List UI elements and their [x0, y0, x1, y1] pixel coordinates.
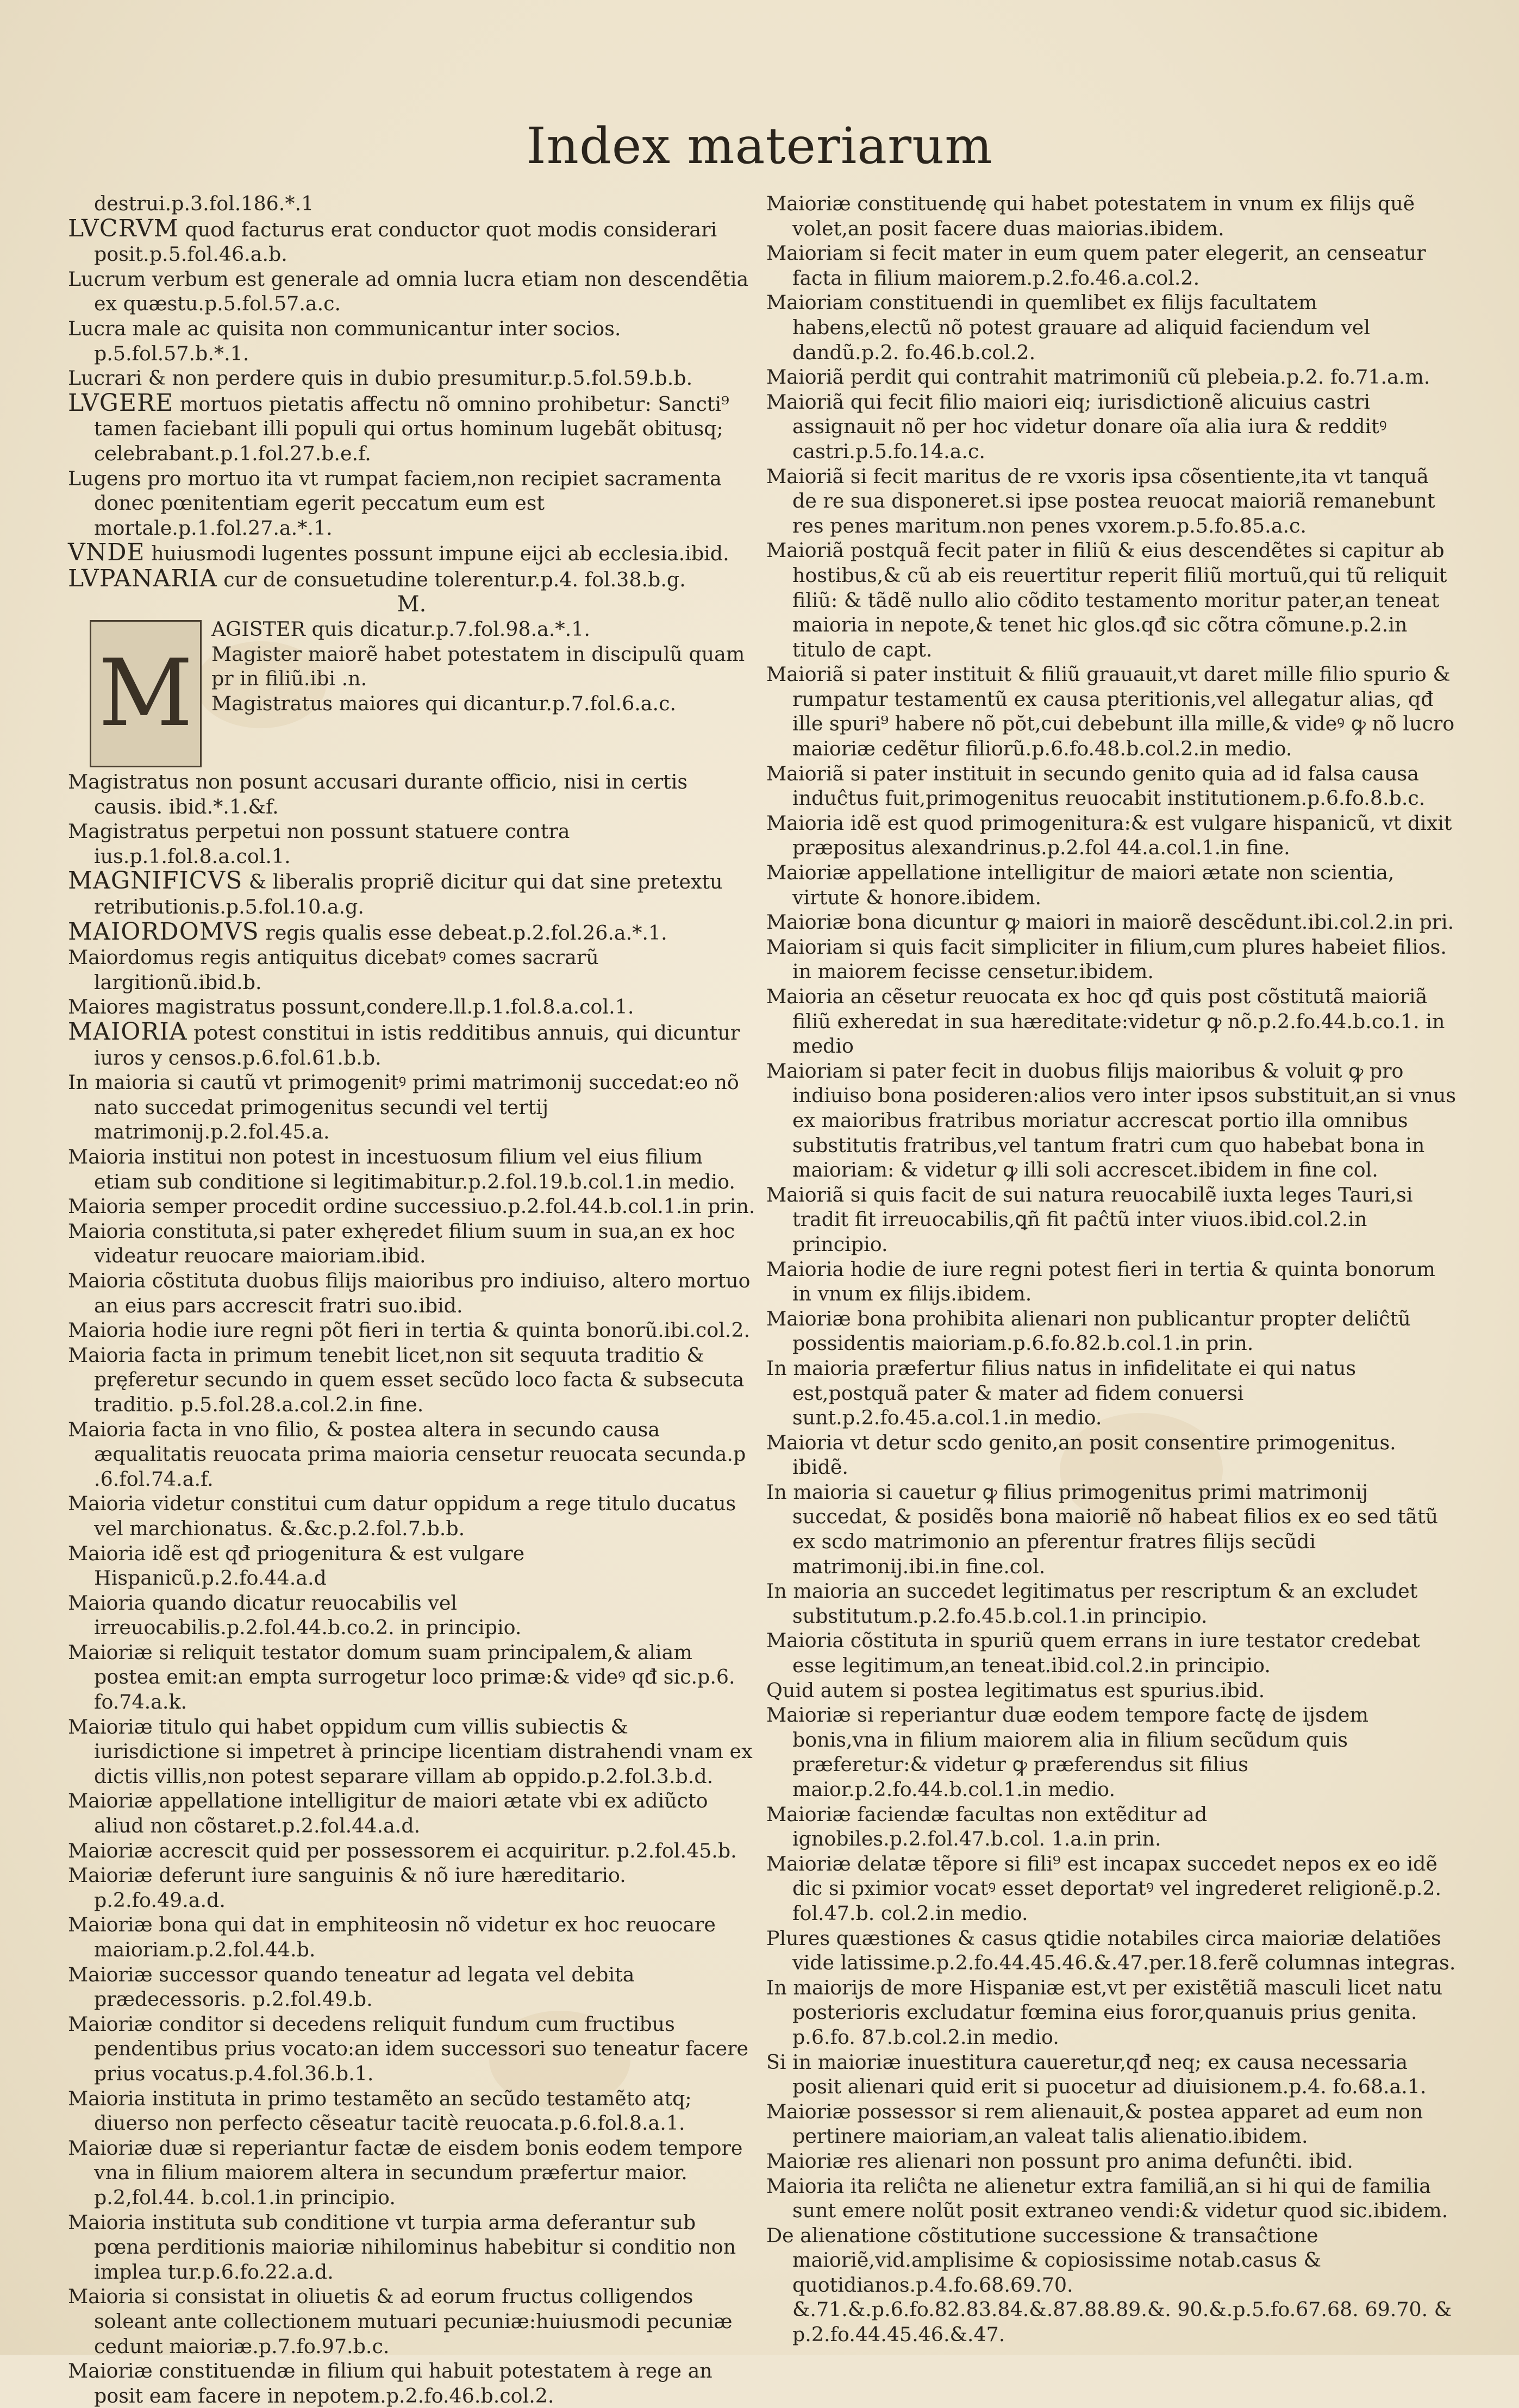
index-entry: [68, 1863, 755, 1912]
entry-text: In maiorijs de more Hispaniæ est,vt per existẽtiã masculi licet natu posterioris excludatur fœmina eius foror,quanuis prius genita. p.6.fo. 87.b.col.2.in medio.: [766, 1975, 1443, 2049]
entry-text: Maioriã qui fecit filio maiori eiq; iurisdictionẽ alicuius castri assignauit nõ per hoc videtur donare oĩa alia iura & redditꝰ castri.p.5.fo.14.a.c.: [766, 390, 1387, 463]
entry-text: Maioriæ constituendæ in filium qui habuit potestatem à rege an posit eam facere in nepotem.p.2.fo.46.b.col.2.: [68, 2359, 712, 2407]
index-entry: [68, 1541, 755, 1591]
index-entry: [68, 1194, 755, 1219]
entry-text: regis qualis esse debeat.p.2.fol.26.a.*.1.: [259, 921, 667, 945]
index-entry: [766, 1802, 1457, 1852]
entry-text: In maioria præfertur filius natus in infidelitate ei qui natus est,postquã pater & mater ad fidem conuersi sunt.p.2.fo.45.a.col.1.in medio.: [766, 1356, 1357, 1430]
entry-headword: VNDE: [68, 539, 145, 567]
entry-text: Maioriæ appellatione intelligitur de maiori ætate non scientia, virtute & honore.ibidem.: [766, 861, 1395, 909]
entry-headword: LVPANARIA: [68, 564, 217, 592]
index-entry: [68, 2012, 755, 2086]
entry-text: Maioriã si quis facit de sui natura reuocabilẽ iuxta leges Tauri,si tradit fit irreuocabilis,ꝗñ fit paĉtũ inter viuos.ibid.col.2.in principio.: [766, 1183, 1413, 1256]
entry-text: Maioriã si fecit maritus de re vxoris ipsa cõsentiente,ita vt tanquã de re sua disponeret.si ipse postea reuocat maioriã remanebunt res penes maritum.non penes vxorem.p.5.fo.85.a.c.: [766, 464, 1435, 537]
entry-text: Maioria institui non potest in incestuosum filium vel eius filium etiam sub conditione si legitimabitur.p.2.fol.19.b.col.1.in medio.: [68, 1145, 735, 1193]
entry-text: Maioriam si fecit mater in eum quem pater elegerit, an censeatur facta in filium maiorem.p.2.fo.46.a.col.2.: [766, 241, 1426, 290]
entry-text: Maioriæ titulo qui habet oppidum cum villis subiectis & iurisdictione si impetret à principe licentiam distrahendi vnam ex dictis villis,non potest separare villam ab oppido.p.2.fol.3.b.d.: [68, 1715, 753, 1788]
index-entry: [766, 1975, 1457, 2050]
entry-headword: LVCRVM: [68, 214, 179, 242]
entry-text: Maioriã perdit qui contrahit matrimoniũ cũ plebeia.p.2. fo.71.a.m.: [766, 365, 1430, 389]
index-entry: [766, 935, 1457, 984]
entry-text: Maioria cõstituta in spuriũ quem errans in iure testator credebat esse legitimum,an teneat.ibid.col.2.in principio.: [766, 1629, 1420, 1678]
entry-text: Maiordomus regis antiquitus dicebatꝰ comes sacrarũ largitionũ.ibid.b.: [68, 946, 599, 994]
entry-headword: MAGNIFICVS: [68, 867, 243, 895]
index-entry: [68, 1591, 755, 1640]
entry-headword: LVGERE: [68, 389, 174, 417]
index-entry: [68, 1715, 755, 1789]
entry-text: Maioria instituta in primo testamẽto an secũdo testamẽto atq; diuerso non perfecto cẽseatur tacitè reuocata.p.6.fol.8.a.1.: [68, 2086, 692, 2135]
section-letter: M.: [397, 591, 427, 617]
entry-text: Maioriã si pater instituit & filiũ grauauit,vt daret mille filio spurio & rumpatur testamentũ ex causa pteritionis,vel allegatur alias, qđ ille spuri⁹ habere nõ pŏt,cui debebunt illa mille,& videꝰ ꝙ nõ lucro maioriæ cedẽtur filiorũ.p.6.fo.48.b.col.2.in medio.: [766, 662, 1455, 761]
entry-text: Maioriæ deferunt iure sanguinis & nõ iure hæreditario. p.2.fo.49.a.d.: [68, 1863, 626, 1912]
index-entry: [68, 1268, 755, 1318]
index-entry: [68, 1343, 755, 1417]
right-index-column: [766, 191, 1457, 2347]
entry-text: Maioria constituta,si pater exhęredet filium suum in sua,an ex hoc videatur reuocare maioriam.ibid.: [68, 1219, 735, 1268]
index-entry: [766, 191, 1457, 241]
entry-text: Quid autem si postea legitimatus est spurius.ibid.: [766, 1678, 1265, 1702]
index-entry: [766, 464, 1457, 539]
entry-text: Maioriæ appellatione intelligitur de maiori ætate vbi ex adiũcto aliud non cõstaret.p.2.fol.44.a.d.: [68, 1789, 708, 1838]
entry-text: Maioriã postquã fecit pater in filiũ & eius descendẽtes si capitur ab hostibus,& cũ ab eis reuertitur reperit filiũ mortuũ,qui tũ reliquit filiũ: & tãdẽ nullo alio cõdito testamento moritur pater,an teneat maioria in nepote,& tenet hic glos.qđ sic cõtra cõmune.p.2.in titulo de capt.: [766, 539, 1447, 661]
index-entry: [766, 1703, 1457, 1802]
entry-text: Maioria instituta sub conditione vt turpia arma deferantur sub pœna perditionis maioriæ nihilominus habebitur si conditio non implea tur.p.6.fo.22.a.d.: [68, 2210, 736, 2284]
entry-text: Maioriæ res alienari non possunt pro anima defunĉti. ibid.: [766, 2149, 1353, 2173]
index-entry: [68, 216, 755, 267]
entry-text: Maioria videtur constitui cum datur oppidum a rege titulo ducatus vel marchionatus. &.&c.p.2.fol.7.b.b.: [68, 1492, 736, 1540]
index-entry: [68, 316, 755, 366]
entry-text: Maioriam si pater fecit in duobus filijs maioribus & voluit ꝙ pro indiuiso bona posideren:alios vero inter ipsos substituit,an si vnus ex maioribus fratribus moriatur accrescat portio illa omnibus substitutis fratribus,vel tantum fratri cum quo habebat bona in maioriam: & videtur ꝙ illi soli accrescet.ibidem in fine col.: [766, 1059, 1457, 1182]
entry-text: Maioria an cẽsetur reuocata ex hoc qđ quis post cõstitutã maioriã filiũ exheredat in sua hæreditate:videtur ꝙ nõ.p.2.fo.44.b.co.1. in medio: [766, 985, 1445, 1058]
entry-text: potest constitui in istis redditibus annuis, qui dicuntur iuros y censos.p.6.fol.61.b.b.: [94, 1021, 740, 1069]
index-entry: [766, 290, 1457, 365]
entry-text: Maioriam constituendi in quemlibet ex filijs facultatem habens,electũ nõ potest grauare ad aliquid faciendum vel dandũ.p.2. fo.46.b.col.2.: [766, 291, 1370, 364]
index-entry: [68, 1219, 755, 1268]
entry-text: Maioria vt detur scdo genito,an posit consentire primogenitus. ibidẽ.: [766, 1430, 1396, 1479]
index-entry: [68, 1070, 755, 1144]
index-entry: AGISTER quis dicatur.p.7.fol.98.a.*.1.: [211, 617, 590, 641]
entry-text: Maioriæ successor quando teneatur ad legata vel debita prædecessoris. p.2.fol.49.b.: [68, 1962, 635, 2011]
index-entry: [68, 1788, 755, 1838]
entry-text: Maioria hodie de iure regni potest fieri in tertia & quinta bonorum in vnum ex filijs.ibidem.: [766, 1257, 1435, 1306]
entry-text: Lugens pro mortuo ita vt rumpat faciem,non recipiet sacramenta donec pœnitentiam egerit peccatum eum est mortale.p.1.fol.27.a.*.1.: [68, 466, 722, 540]
entry-text: In maioria si cautũ vt primogenitꝰ primi matrimonij succedat:eo nõ nato succedat primogenitus secundi vel tertij matrimonij.p.2.fol.45.a.: [68, 1071, 739, 1144]
index-entry: [766, 390, 1457, 464]
entry-headword: MAIORDOMVS: [68, 917, 259, 946]
index-entry: [766, 2223, 1457, 2347]
index-entry: [766, 1183, 1457, 1257]
entry-text: Maioriæ accrescit quid per possessorem ei acquiritur. p.2.fol.45.b.: [68, 1838, 737, 1862]
entry-text: Maioria semper procedit ordine successiuo.p.2.fol.44.b.col.1.in prin.: [68, 1194, 755, 1218]
index-entry: [68, 2086, 755, 2136]
index-entry: [766, 1430, 1457, 1480]
index-entry: [766, 365, 1457, 390]
index-entry: [68, 1838, 755, 1863]
entry-text: De alienatione cõstitutione successione & transaĉtione maioriẽ,vid.amplisime & copiosissime notab.casus & quotidianos.p.4.fo.68.69.70. &.71.&.p.6.fo.82.83.84.&.87.88.89.&. 90.&.p.5.fo.67.68. 69.70. & p.2.fo.44.45.46.&.47.: [766, 2223, 1452, 2347]
index-entry: Magistratus maiores qui dicantur.p.7.fol.6.a.c.: [211, 691, 677, 715]
entry-text: quod facturus erat conductor quot modis considerari posit.p.5.fol.46.a.b.: [94, 217, 717, 266]
index-entry: [68, 1417, 755, 1492]
entry-text: Maioriã si pater instituit in secundo genito quia ad id falsa causa induĉtus fuit,primogenitus reuocabit institutionem.p.6.fo.8.b.c.: [766, 761, 1426, 810]
entry-text: Maioria ita reliĉta ne alienetur extra familiã,an si hi qui de familia sunt emere nolũt posit extraneo vendi:& videtur quod sic.ibidem.: [766, 2174, 1448, 2223]
entry-text: Lucra male ac quisita non communicantur inter socios. p.5.fol.57.b.*.1.: [68, 316, 621, 365]
index-entry: [766, 811, 1457, 860]
index-entry: [68, 1962, 755, 2012]
index-entry: [68, 917, 755, 946]
entry-text: Maioriæ bona prohibita alienari non publicantur propter deliĉtũ possidentis maioriam.p.6.fo.82.b.col.1.in prin.: [766, 1306, 1411, 1355]
index-entry: [766, 910, 1457, 935]
index-entry: [68, 566, 755, 592]
entry-text: Maioriæ delatæ tẽpore si fili⁹ est incapax succedet nepos ex eo idẽ dic si pximior vocatꝰ esset deportatꝰ vel ingrederet religionẽ.p.2. fol.47.b. col.2.in medio.: [766, 1852, 1442, 1925]
index-entry: [766, 1306, 1457, 1356]
index-entry: [766, 2149, 1457, 2174]
index-entry: [68, 819, 755, 868]
entry-text: Lucrum verbum est generale ad omnia lucra etiam non descendẽtia ex quæstu.p.5.fol.57.a.c.: [68, 267, 749, 316]
index-entry: [68, 2284, 755, 2359]
index-entry: [766, 1059, 1457, 1183]
index-entry: [766, 1926, 1457, 1975]
index-entry: [68, 945, 755, 995]
index-entry: [68, 2359, 755, 2408]
entry-text: Maioria idẽ est qđ priogenitura & est vulgare Hispanicũ.p.2.fo.44.a.d: [68, 1541, 525, 1590]
index-entry: [766, 538, 1457, 662]
entry-text: Maioria idẽ est quod primogenitura:& est vulgare hispanicũ, vt dixit præpositus alexandrinus.p.2.fol 44.a.col.1.in fine.: [766, 811, 1452, 860]
index-entry: [766, 1628, 1457, 1678]
index-entry: [68, 466, 755, 541]
entry-text: Magistratus non posunt accusari durante officio, nisi in certis causis. ibid.*.1.&f.: [68, 770, 688, 818]
initial-letter-block: [68, 617, 755, 770]
entry-text: Maioriæ possessor si rem alienauit,& postea apparet ad eum non pertinere maioriam,an valeat talis alienatio.ibidem.: [766, 2099, 1423, 2148]
entry-text: cur de consuetudine tolerentur.p.4. fol.38.b.g.: [217, 567, 686, 591]
index-entry: [68, 1912, 755, 1962]
entry-text: Maioriæ bona qui dat in emphiteosin nõ videtur ex hoc reuocare maioriam.p.2.fol.44.b.: [68, 1913, 716, 1961]
index-entry: [68, 191, 755, 216]
entry-text: Maioria cõstituta duobus filijs maioribus pro indiuiso, altero mortuo an eius pars accrescit fratri suo.ibid.: [68, 1268, 751, 1317]
index-entry: [68, 1144, 755, 1194]
index-entry: [68, 868, 755, 919]
entry-text: destrui.p.3.fol.186.*.1: [94, 192, 314, 215]
entry-text: & liberalis propriẽ dicitur qui dat sine pretextu retributionis.p.5.fol.10.a.g.: [94, 870, 723, 919]
index-entry: [766, 1852, 1457, 1926]
entry-text: huiusmodi lugentes possunt impune eijci ab ecclesia.ibid.: [145, 542, 729, 566]
index-entry: [766, 1678, 1457, 1703]
entry-text: Maioriæ conditor si decedens reliquit fundum cum fructibus pendentibus prius vocato:an idem successori suo teneatur facere prius vocatus.p.4.fol.36.b.1.: [68, 2012, 749, 2085]
index-entry: [68, 1491, 755, 1541]
index-entry: [68, 2136, 755, 2210]
index-entry: [766, 860, 1457, 910]
index-entry: [766, 1257, 1457, 1306]
index-entry: [766, 2050, 1457, 2099]
index-entry: Magister maiorẽ habet potestatem in discipulũ quam pr in filiũ.ibi .n.: [211, 642, 745, 691]
decorated-initial: M: [90, 620, 202, 767]
entry-text: Maioria facta in vno filio, & postea altera in secundo causa æqualitatis reuocata prima maioria censetur reuocata secunda.p .6.fol.74.a.f.: [68, 1417, 746, 1491]
index-entry: [68, 995, 755, 1020]
entry-text: Maioria quando dicatur reuocabilis vel irreuocabilis.p.2.fol.44.b.co.2. in principio.: [68, 1591, 522, 1640]
index-entry: [68, 1640, 755, 1715]
entry-text: Maioriæ bona dicuntur ꝙ maiori in maiorẽ descẽdunt.ibi.col.2.in pri.: [766, 910, 1454, 934]
entry-text: Lucrari & non perdere quis in dubio presumitur.p.5.fol.59.b.b.: [68, 366, 693, 390]
entry-text: Maioriæ faciendæ facultas non extẽditur ad ignobiles.p.2.fol.47.b.col. 1.a.in prin.: [766, 1802, 1208, 1851]
entry-text: Maioriæ si reliquit testator domum suam principalem,& aliam postea emit:an empta surrogetur loco primæ:& videꝰ qđ sic.p.6. fo.74.a.k.: [68, 1640, 735, 1714]
index-entry: [68, 267, 755, 316]
index-entry: [68, 366, 755, 391]
entry-text: mortuos pietatis affectu nõ omnino prohibetur: Sancti⁹ tamen faciebant illi populi qui ortus hominum lugebãt obitusq; celebrabant.p.1.fol.27.b.e.f.: [94, 392, 729, 465]
entry-headword: MAIORIA: [68, 1018, 187, 1046]
index-entry: [68, 1318, 755, 1343]
index-entry: [766, 1356, 1457, 1430]
index-entry: [766, 1480, 1457, 1579]
entry-text: Maioriæ duæ si reperiantur factæ de eisdem bonis eodem tempore vna in filium maiorem altera in secundum præfertur maior. p.2,fol.44. b.col.1.in principio.: [68, 2136, 743, 2209]
index-entry: [68, 2210, 755, 2285]
index-entry: [766, 2174, 1457, 2223]
entry-text: Plures quæstiones & casus ꝗtidie notabiles circa maioriæ delatiões vide latissime.p.2.fo.44.45.46.&.47.per.18.ferẽ columnas integras.: [766, 1926, 1456, 1975]
entry-text: In maioria si cauetur ꝙ filius primogenitus primi matrimonij succedat, & posidẽs bona maioriẽ nõ habeat filios ex eo sed tãtũ ex scdo matrimonio an pferentur fratres filijs secũdi matrimonij.ibi.in fine.col.: [766, 1480, 1439, 1578]
left-index-column: [68, 191, 755, 2407]
index-entry: [68, 1020, 755, 1070]
index-entry: [766, 1579, 1457, 1628]
index-entry: [68, 540, 755, 566]
entry-text: Maioria hodie iure regni põt fieri in tertia & quinta bonorũ.ibi.col.2.: [68, 1318, 751, 1342]
index-entry: [766, 2099, 1457, 2149]
index-entry: [68, 770, 755, 819]
entry-text: Magistratus perpetui non possunt statuere contra ius.p.1.fol.8.a.col.1.: [68, 820, 570, 868]
entry-text: Maioria facta in primum tenebit licet,non sit sequuta traditio & pręferetur secundo in quem esset secũdo loco facta & subsecuta traditio. p.5.fol.28.a.col.2.in fine.: [68, 1343, 745, 1416]
entry-text: Si in maioriæ inuestitura caueretur,qđ neq; ex causa necessaria posit alienari quid erit si puocetur ad diuisionem.p.4. fo.68.a.1.: [766, 2050, 1427, 2099]
entry-text: Maioria si consistat in oliuetis & ad eorum fructus colligendos soleant ante collectionem mutuari pecuniæ:huiusmodi pecuniæ cedunt maioriæ.p.7.fo.97.b.c.: [68, 2285, 733, 2358]
page-title: Index materiarum: [526, 117, 993, 175]
entry-text: Maioriæ si reperiantur duæ eodem tempore factę de ijsdem bonis,vna in filium maiorem alia in filium secũdum quis præferetur:& videtur ꝙ præferendus sit filius maior.p.2.fo.44.b.col.1.in medio.: [766, 1703, 1368, 1801]
index-entry: [766, 984, 1457, 1059]
entry-text: Maioriam si quis facit simpliciter in filium,cum plures habeiet filios. in maiorem fecisse censetur.ibidem.: [766, 935, 1447, 984]
entry-text: Maioriæ constituendę qui habet potestatem in vnum ex filijs quẽ volet,an posit facere duas maiorias.ibidem.: [766, 192, 1415, 240]
index-entry: [766, 761, 1457, 811]
index-entry: [766, 662, 1457, 761]
entry-text: Maiores magistratus possunt,condere.ll.p.1.fol.8.a.col.1.: [68, 995, 634, 1019]
index-entry: [766, 241, 1457, 290]
entry-text: In maioria an succedet legitimatus per rescriptum & an excludet substitutum.p.2.fo.45.b.col.1.in principio.: [766, 1579, 1418, 1628]
index-entry: [68, 391, 755, 466]
